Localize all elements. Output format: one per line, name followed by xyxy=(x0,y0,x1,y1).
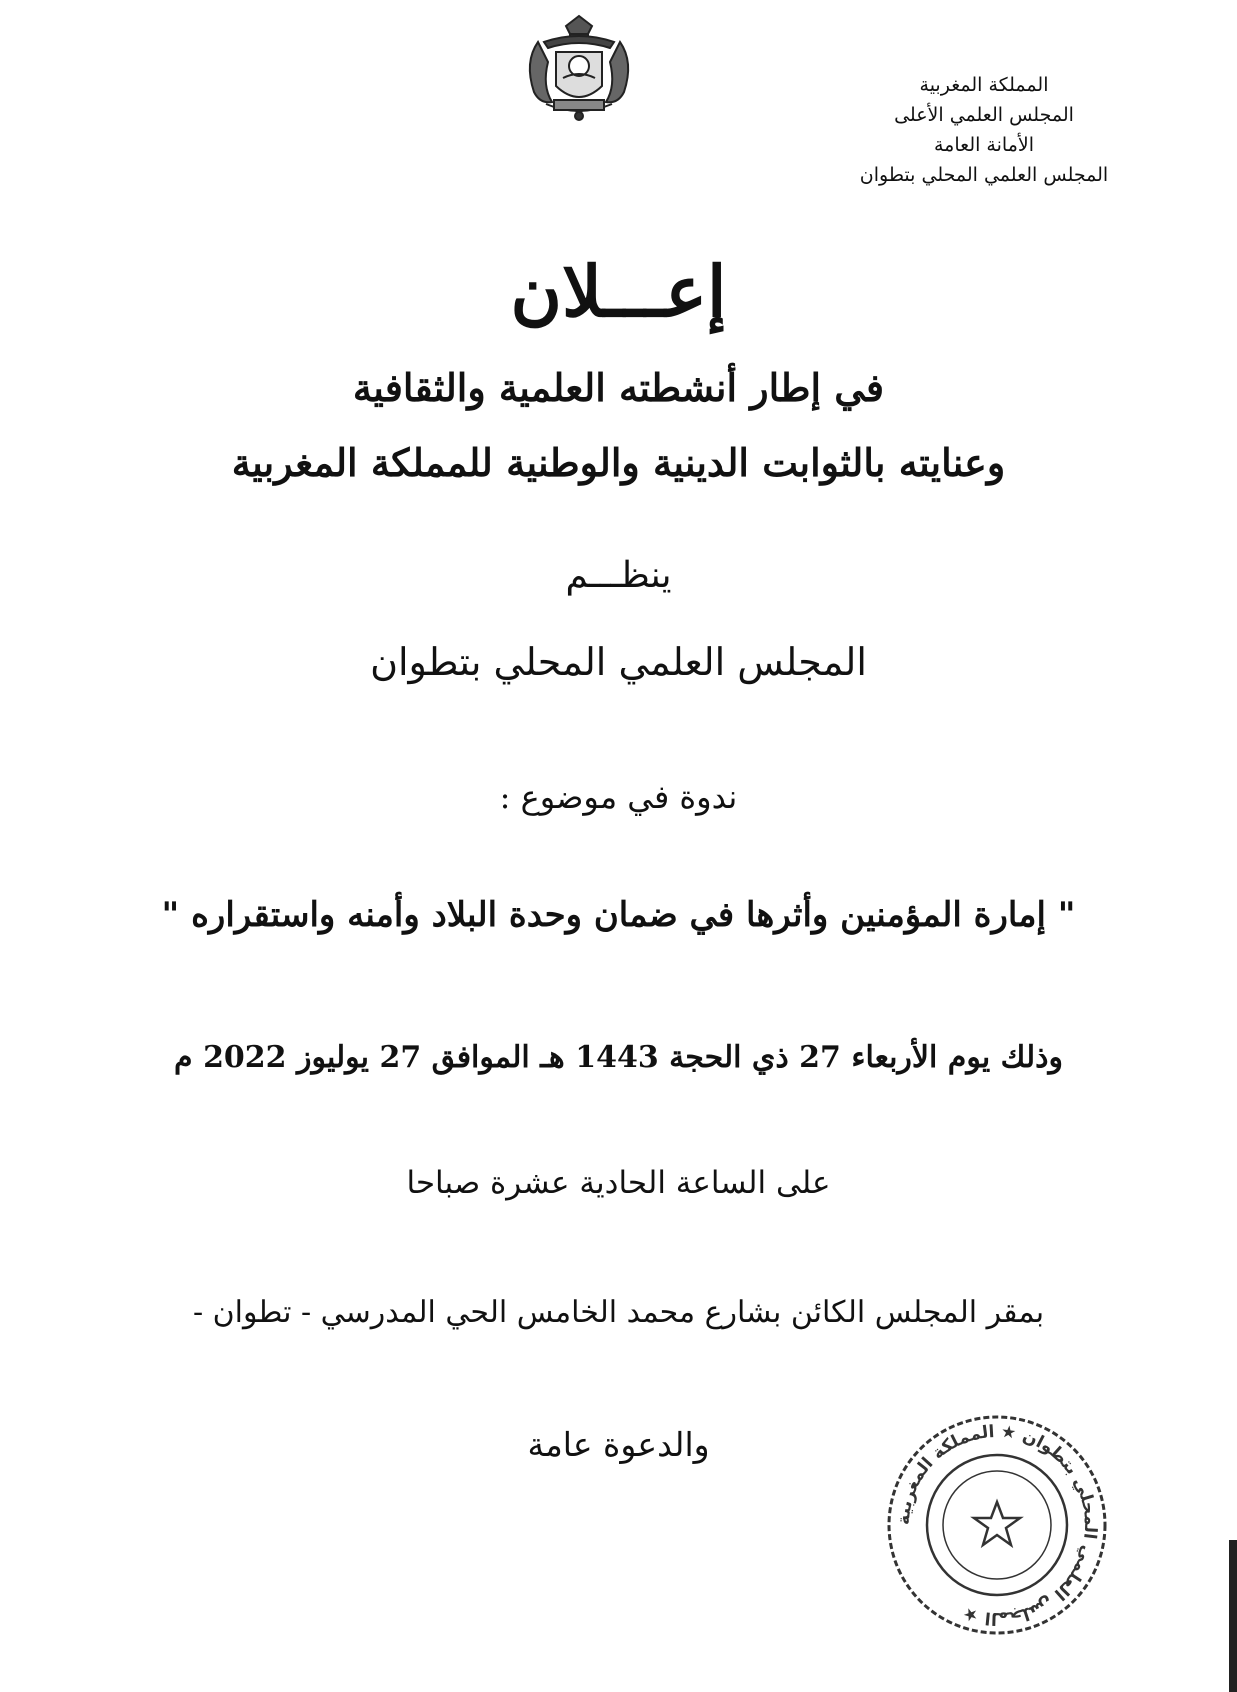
header-supreme-council: المجلس العلمي الأعلى xyxy=(894,104,1074,126)
intro-line-2: وعنايته بالثوابت الدينية والوطنية للمملكة المغربية xyxy=(231,440,1006,485)
invitation-line: والدعوة عامة xyxy=(527,1425,710,1464)
date-line: وذلك يوم الأربعاء 27 ذي الحجة 1443 هـ الموافق 27 يوليوز 2022 م xyxy=(174,1040,1063,1075)
header-kingdom: المملكة المغربية xyxy=(919,74,1049,96)
header-block xyxy=(819,70,1149,190)
organizer-name: المجلس العلمي المحلي بتطوان xyxy=(370,640,867,684)
time-line: على الساعة الحادية عشرة صباحا xyxy=(406,1165,831,1201)
organizes-label: ينظـــم xyxy=(565,555,672,596)
header-general-secretariat: الأمانة العامة xyxy=(934,134,1034,156)
scan-edge xyxy=(1229,1540,1237,1692)
stamp-text: المجلس العلمي المحلي بتطوان ★ المملكة المغربية ★ xyxy=(893,1421,1101,1629)
place-line: بمقر المجلس الكائن بشارع محمد الخامس الحي المدرسي - تطوان - xyxy=(192,1295,1045,1330)
intro-line-1: في إطار أنشطته العلمية والثقافية xyxy=(352,365,885,410)
official-stamp-icon xyxy=(882,1410,1112,1640)
seminar-label: ندوة في موضوع : xyxy=(499,778,738,816)
seminar-topic: " إمارة المؤمنين وأثرها في ضمان وحدة البلاد وأمنه واستقراره " xyxy=(161,895,1076,935)
coat-of-arms-icon xyxy=(516,12,642,130)
svg-text:المجلس العلمي المحلي بتطوان ★ xyxy=(894,1422,1100,1628)
announcement-title: إعـــلان xyxy=(510,250,727,333)
header-local-council: المجلس العلمي المحلي بتطوان xyxy=(859,164,1109,186)
